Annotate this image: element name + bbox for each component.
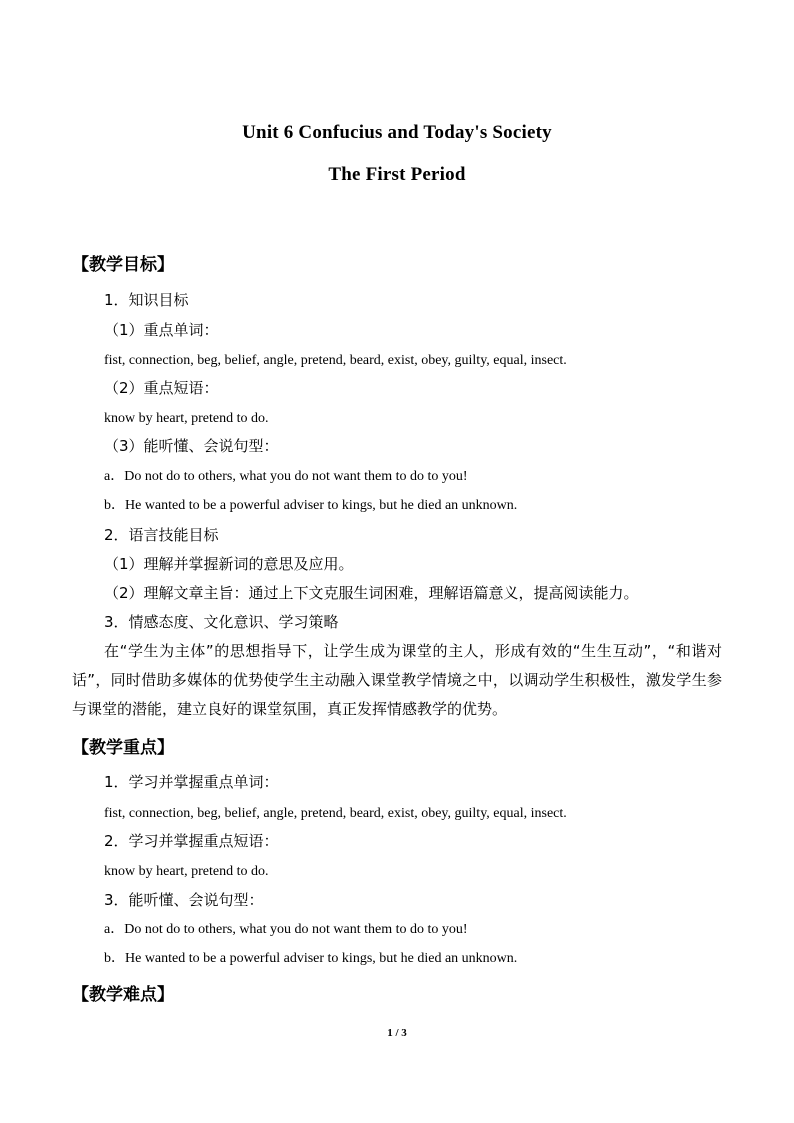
section-heading-objectives: 【教学目标】 [72, 255, 174, 275]
objective-sentence-b: b．He wanted to be a powerful adviser to kings, but he died an unknown. [104, 498, 518, 513]
key-point-item-words: 1．学习并掌握重点单词： [104, 773, 279, 791]
document-subtitle: The First Period [328, 164, 466, 185]
key-point-item-phrases: 2．学习并掌握重点短语： [104, 832, 279, 850]
objective-sub-sentence-patterns: （3）能听懂、会说句型： [104, 437, 279, 455]
section-heading-key-points: 【教学重点】 [72, 738, 174, 758]
key-point-phrase-list: know by heart, pretend to do. [104, 864, 269, 879]
key-point-word-list: fist, connection, beg, belief, angle, pretend, beard, exist, obey, guilty, equal, insect. [104, 806, 567, 821]
document-title: Unit 6 Confucius and Today's Society [242, 122, 552, 143]
objective-sub-key-words: （1）重点单词： [104, 321, 219, 339]
objective-phrase-list: know by heart, pretend to do. [104, 411, 269, 426]
objective-item-attitude: 3．情感态度、文化意识、学习策略 [104, 613, 339, 631]
objective-skill-1: （1）理解并掌握新词的意思及应用。 [104, 555, 354, 573]
key-point-item-sentences: 3．能听懂、会说句型： [104, 891, 264, 909]
key-point-sentence-b: b．He wanted to be a powerful adviser to kings, but he died an unknown. [104, 951, 518, 966]
page-number: 1 / 3 [387, 1027, 407, 1039]
objective-skill-2: （2）理解文章主旨：通过上下文克服生词困难，理解语篇意义，提高阅读能力。 [104, 584, 639, 602]
objective-item-language-skills: 2．语言技能目标 [104, 526, 219, 544]
section-heading-difficulties: 【教学难点】 [72, 985, 174, 1005]
objective-sub-key-phrases: （2）重点短语： [104, 379, 219, 397]
key-point-sentence-a: a．Do not do to others, what you do not want them to do to you! [104, 922, 468, 937]
objective-sentence-a: a．Do not do to others, what you do not want them to do to you! [104, 469, 468, 484]
objective-word-list: fist, connection, beg, belief, angle, pretend, beard, exist, obey, guilty, equal, insect. [104, 353, 567, 368]
objective-attitude-paragraph: 在“学生为主体”的思想指导下，让学生成为课堂的主人，形成有效的“生生互动”，“和谐对话”，同时借助多媒体的优势使学生主动融入课堂教学情境之中，以调动学生积极性，激发学生参与课堂的潜能，建立良好的课堂氛围，真正发挥情感教学的优势。 [72, 642, 722, 718]
objective-item-knowledge: 1．知识目标 [104, 291, 189, 309]
